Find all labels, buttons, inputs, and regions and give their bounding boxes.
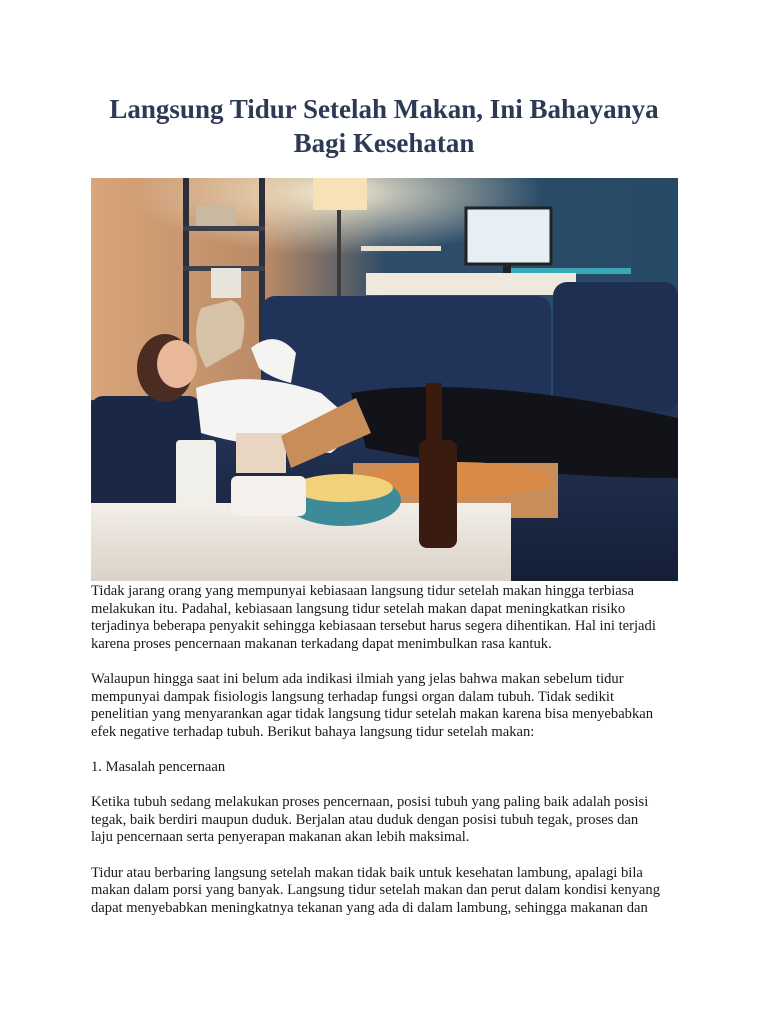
paragraph-intro — [91, 583, 691, 653]
text-line: melakukan itu. Padahal, kebiasaan langsung tidur setelah makan dapat meningkatkan risiko — [91, 600, 626, 617]
paragraph-stomach — [91, 865, 691, 918]
text-line: makan dalam porsi yang banyak. Langsung tidur setelah makan dan perut dalam kondisi kenyang — [91, 882, 660, 899]
text-line: Tidak jarang orang yang mempunyai kebiasaan langsung tidur setelah makan hingga terbiasa — [91, 583, 634, 599]
floor-lamp-shade — [313, 178, 367, 210]
text-line: efek negative terhadap tubuh. Berikut bahaya langsung tidur setelah makan: — [91, 723, 535, 740]
article-title — [70, 92, 698, 160]
paragraph-research — [91, 671, 691, 741]
paragraph-digestion — [91, 794, 691, 847]
text-line: 1. Masalah pencernaan — [91, 758, 226, 775]
text-line: karena proses pencernaan makanan terkadang dapat menimbulkan rasa kantuk. — [91, 635, 552, 652]
text-line: Walaupun hingga saat ini belum ada indikasi ilmiah yang jelas bahwa makan sebelum tidur — [91, 670, 624, 687]
woman-face — [157, 340, 197, 388]
text-line: Tidur atau berbaring langsung setelah makan tidak baik untuk kesehatan lambung, apalagi bila — [91, 864, 643, 881]
article-title-line-2: Bagi Kesehatan — [293, 128, 475, 158]
article-title-line-1: Langsung Tidur Setelah Makan, Ini Bahayanya — [109, 94, 659, 124]
section-heading-digestion — [91, 759, 691, 777]
photo-woman-sleeping-on-sofa — [91, 178, 678, 581]
text-line: laju pencernaan serta penyerapan makanan akan lebih maksimal. — [91, 829, 470, 846]
text-line: penelitian yang menyarankan agar tidak langsung tidur setelah makan karena bisa menyebabkan — [91, 706, 654, 723]
text-line: tegak, baik berdiri maupun duduk. Berjalan atau duduk dengan posisi tubuh tegak, proses dan — [91, 811, 639, 828]
text-line: dapat menyebabkan meningkatnya tekanan yang ada di dalam lambung, sehingga makanan dan — [91, 899, 648, 916]
text-line: Ketika tubuh sedang melakukan proses pencernaan, posisi tubuh yang paling baik adalah posisi — [91, 794, 649, 811]
coffee-cup — [176, 440, 216, 506]
computer-monitor — [466, 208, 551, 264]
text-line: terjadinya beberapa penyakit sehingga kebiasaan tersebut harus segera dihentikan. Hal ini terjadi — [91, 618, 656, 635]
fries-container — [236, 433, 286, 473]
article-photo — [91, 178, 678, 581]
article-body — [91, 583, 691, 935]
text-line: mempunyai dampak fisiologis langsung terhadap fungsi organ dalam tubuh. Tidak sedikit — [91, 688, 615, 705]
